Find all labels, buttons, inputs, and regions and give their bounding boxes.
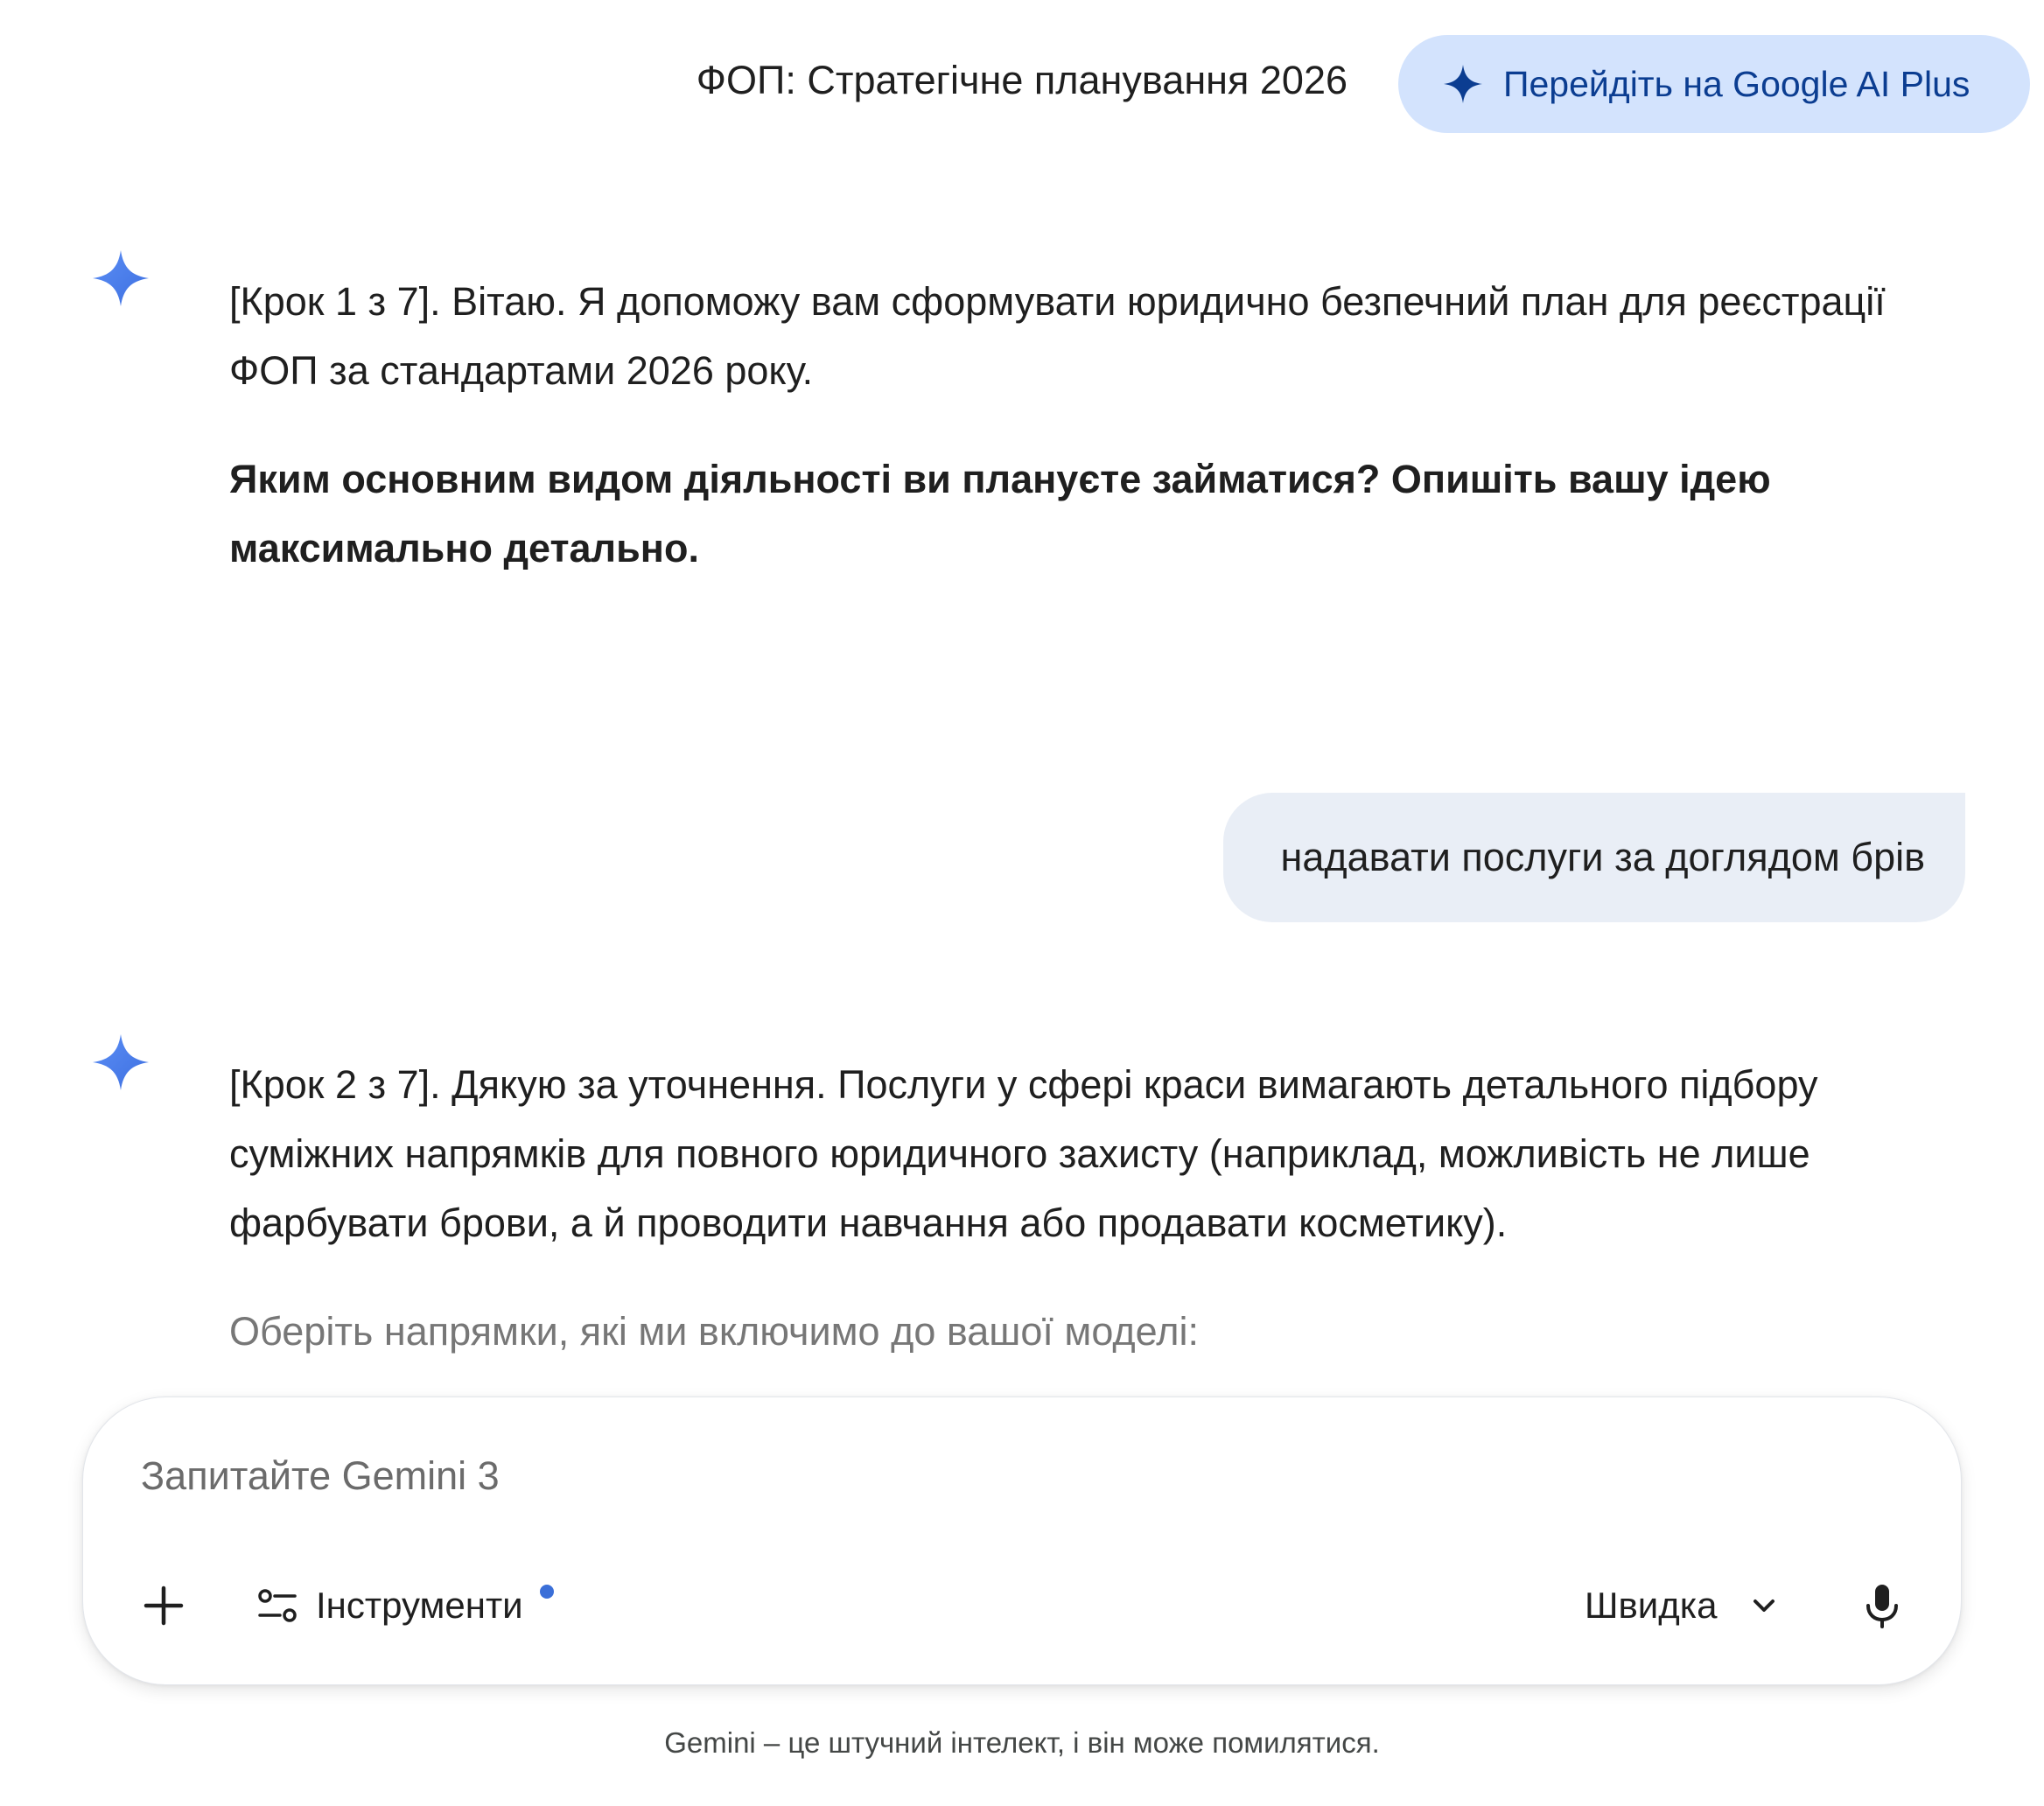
prompt-composer	[82, 1396, 1962, 1685]
gemini-sparkle-icon	[91, 1032, 150, 1092]
model-mode-label: Швидка	[1585, 1585, 1718, 1626]
prompt-input[interactable]	[141, 1439, 1803, 1513]
message-paragraph: [Крок 2 з 7]. Дякую за уточнення. Послуги у сфері краси вимагають детального підбору суміжних напрямків для повного юридичного захисту (наприклад, можливість не лише фарбувати брови, а й проводити навчання або продавати косметику).	[229, 1062, 1818, 1245]
upgrade-button-label: Перейдіть на Google AI Plus	[1503, 64, 1970, 104]
disclaimer-text: Gemini – це штучний інтелект, і він може помилятися.	[664, 1726, 1380, 1759]
tools-button-label: Інструменти	[316, 1585, 523, 1626]
user-message-bubble	[1223, 793, 1965, 922]
message-question: Яким основним видом діяльності ви плануєте займатися? Опишіть вашу ідею максимально детально.	[229, 457, 1771, 570]
message-paragraph-faded: Оберіть напрямки, які ми включимо до вашої моделі:	[229, 1309, 1199, 1354]
gemini-sparkle-icon	[91, 248, 150, 308]
message-paragraph: [Крок 1 з 7]. Вітаю. Я допоможу вам сформувати юридично безпечний план для реєстрації ФОП за стандартами 2026 року.	[229, 279, 1886, 393]
chevron-down-icon	[1746, 1588, 1782, 1623]
sparkle-icon	[1442, 63, 1484, 105]
model-mode-selector[interactable]	[1585, 1569, 1782, 1642]
upgrade-ai-plus-button[interactable]	[1398, 35, 2030, 133]
tools-icon	[256, 1585, 298, 1627]
plus-icon[interactable]	[136, 1578, 192, 1634]
user-message-text: надавати послуги за доглядом брів	[1280, 835, 1925, 879]
tools-button[interactable]	[256, 1569, 523, 1642]
mic-icon[interactable]	[1854, 1578, 1910, 1634]
model-message	[229, 267, 1944, 583]
tools-notification-dot	[540, 1585, 554, 1599]
model-message	[229, 1050, 1944, 1366]
conversation-title[interactable]: ФОП: Стратегічне планування 2026	[696, 58, 1348, 102]
